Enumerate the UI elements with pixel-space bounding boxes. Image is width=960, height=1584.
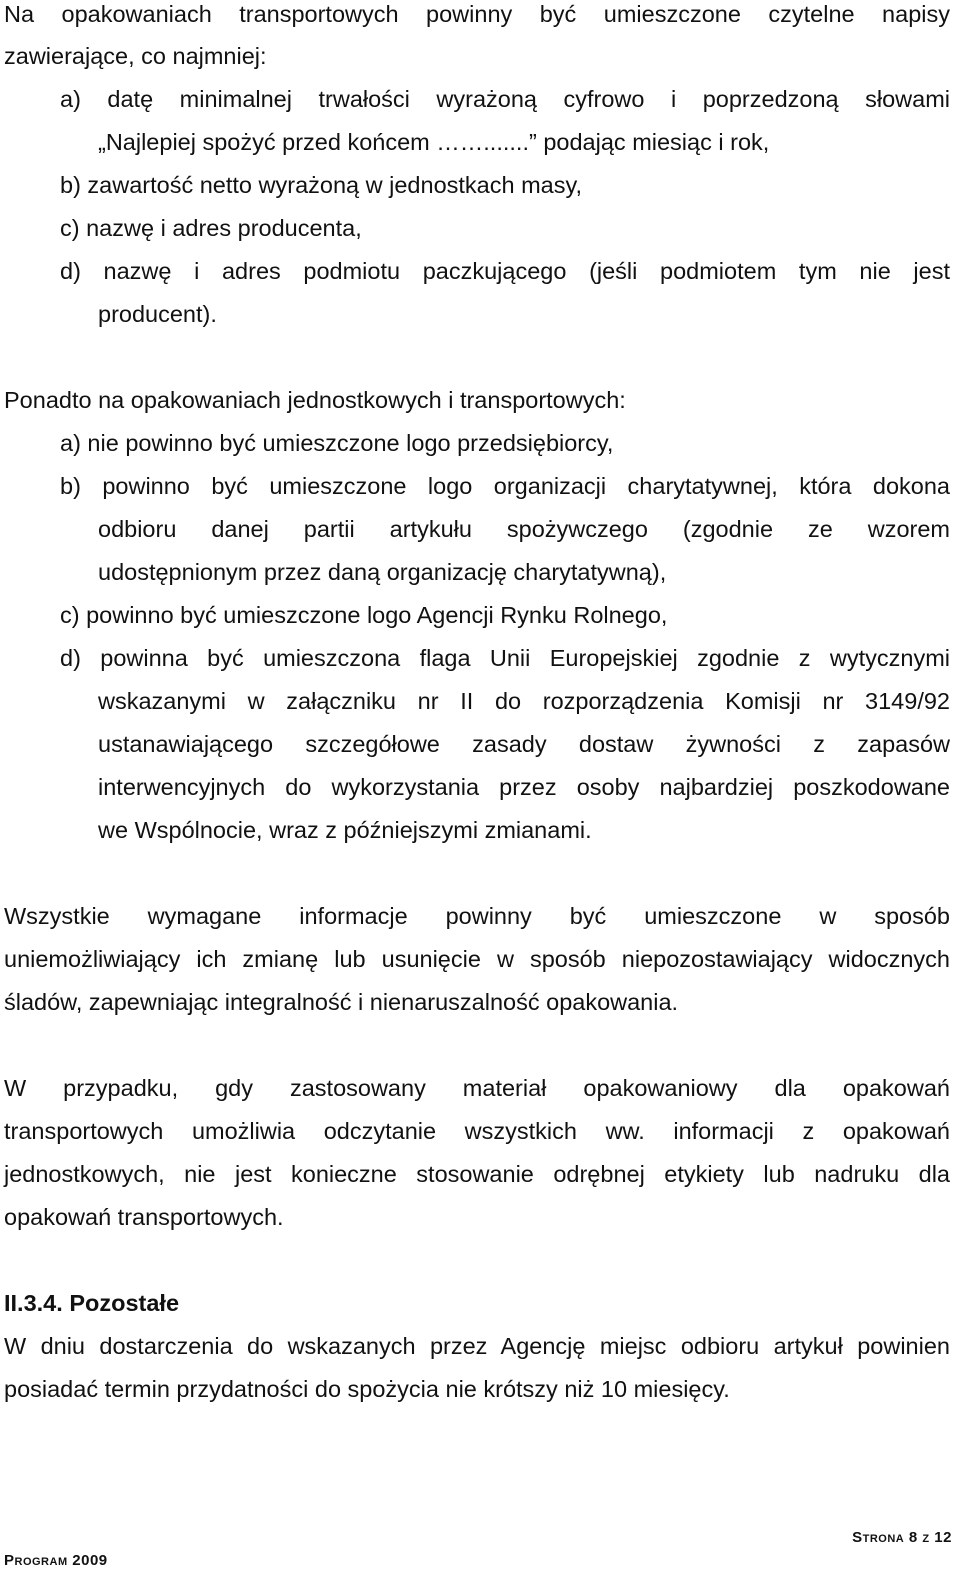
block1-intro-line-2: zawierające, co najmniej: (4, 43, 267, 69)
block2-item-b-line-3: udostępnionym przez daną organizację charytatywną), (98, 559, 667, 585)
paragraph4-line-3: jednostkowych, nie jest konieczne stosowanie odrębnej etykiety lub nadruku dla (4, 1161, 950, 1187)
block2-item-d-line-1: d) powinna być umieszczona flaga Unii Europejskiej zgodnie z wytycznymi (60, 645, 950, 671)
block1-item-a-line-2: „Najlepiej spożyć przed końcem …….......” podając miesiąc i rok, (98, 129, 770, 155)
block1-item-d-line-2: producent). (98, 301, 217, 327)
block2-item-c: c) powinno być umieszczone logo Agencji Rynku Rolnego, (60, 602, 668, 628)
block1-item-d-line-1: d) nazwę i adres podmiotu paczkującego (jeśli podmiotem tym nie jest (60, 258, 950, 284)
block2-item-b-line-2: odbioru danej partii artykułu spożywczego (zgodnie ze wzorem (98, 516, 950, 542)
block2-item-b-line-1: b) powinno być umieszczone logo organizacji charytatywnej, która dokona (60, 473, 950, 499)
program-label: Program 2009 (4, 1552, 108, 1569)
paragraph3-line-2: uniemożliwiający ich zmianę lub usunięcie w sposób niepozostawiający widocznych (4, 946, 950, 972)
block1-item-b: b) zawartość netto wyrażoną w jednostkach masy, (60, 172, 583, 198)
paragraph3-line-3: śladów, zapewniając integralność i nienaruszalność opakowania. (4, 989, 679, 1015)
page-number: Strona 8 z 12 (852, 1529, 952, 1546)
block2-item-d-line-3: ustanawiającego szczegółowe zasady dostaw żywności z zapasów (98, 731, 950, 757)
section-line-1: W dniu dostarczenia do wskazanych przez Agencję miejsc odbioru artykuł powinien (4, 1333, 950, 1359)
block2-item-d-line-5: we Wspólnocie, wraz z późniejszymi zmianami. (98, 817, 592, 843)
block1-item-c: c) nazwę i adres producenta, (60, 215, 362, 241)
block2-item-d-line-2: wskazanymi w załączniku nr II do rozporządzenia Komisji nr 3149/92 (98, 688, 950, 714)
block1-item-a-line-1: a) datę minimalnej trwałości wyrażoną cyfrowo i poprzedzoną słowami (60, 86, 950, 112)
block2-intro: Ponadto na opakowaniach jednostkowych i transportowych: (4, 387, 626, 413)
block2-item-d-line-4: interwencyjnych do wykorzystania przez osoby najbardziej poszkodowane (98, 774, 950, 800)
paragraph4-line-1: W przypadku, gdy zastosowany materiał opakowaniowy dla opakowań (4, 1075, 950, 1101)
block2-item-a: a) nie powinno być umieszczone logo przedsiębiorcy, (60, 430, 614, 456)
section-heading: II.3.4. Pozostałe (4, 1290, 180, 1316)
paragraph4-line-2: transportowych umożliwia odczytanie wszystkich ww. informacji z opakowań (4, 1118, 950, 1144)
block1-intro-line-1: Na opakowaniach transportowych powinny być umieszczone czytelne napisy (4, 1, 950, 27)
paragraph3-line-1: Wszystkie wymagane informacje powinny być umieszczone w sposób (4, 903, 950, 929)
section-line-2: posiadać termin przydatności do spożycia nie krótszy niż 10 miesięcy. (4, 1376, 730, 1402)
paragraph4-line-4: opakowań transportowych. (4, 1204, 284, 1230)
